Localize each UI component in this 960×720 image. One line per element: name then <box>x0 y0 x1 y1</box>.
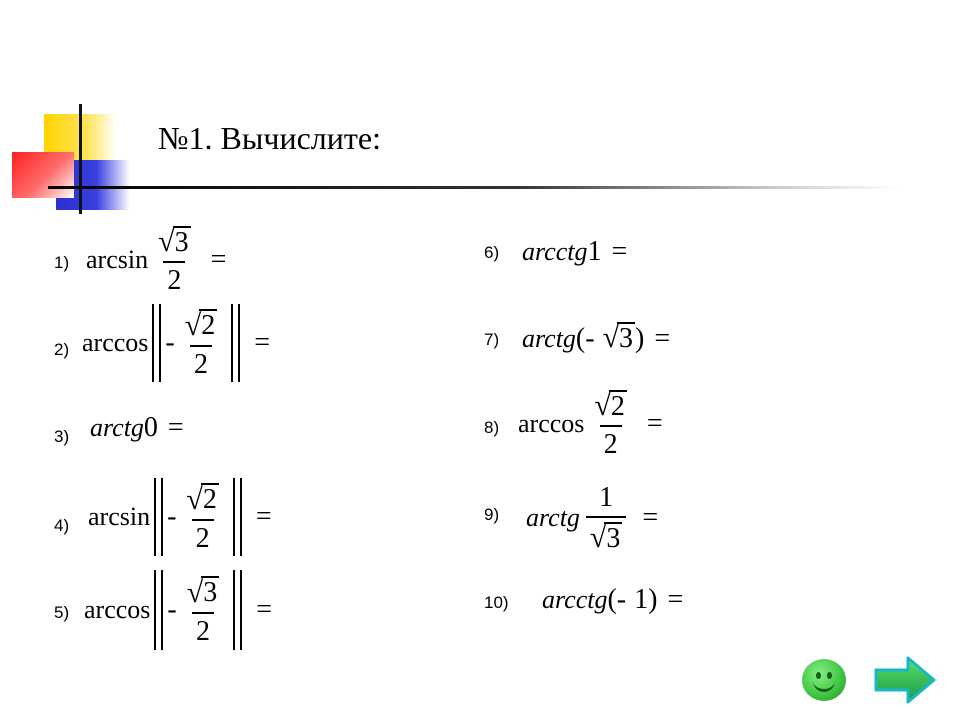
arrow-right-icon[interactable] <box>874 656 936 704</box>
item-number-2: 2) <box>54 340 70 359</box>
equals-sign: = <box>254 327 270 358</box>
function-name: arcsin <box>86 244 149 274</box>
equals-sign: = <box>667 584 684 615</box>
fraction <box>181 307 221 378</box>
exercise-7 <box>522 322 670 355</box>
exercise-6 <box>522 236 627 268</box>
paren-close: ) <box>635 322 645 354</box>
item-number-8: 8) <box>484 418 500 437</box>
smiley-face-icon[interactable] <box>802 659 846 701</box>
function-name: arctg <box>526 502 580 532</box>
item-number-1: 1) <box>54 253 70 272</box>
title-underline <box>48 186 898 189</box>
paren-open <box>154 478 163 556</box>
item-number-4: 4) <box>54 516 70 535</box>
numerator: √ 3 <box>186 575 218 609</box>
decor-vertical-line <box>79 104 82 214</box>
argument: √ 3 <box>602 321 634 355</box>
fraction <box>154 224 194 295</box>
numerator: √ 3 <box>158 225 189 259</box>
argument: 1 <box>587 236 602 267</box>
slide-title: №1. Вычислите: <box>158 120 381 156</box>
exercise-4 <box>88 478 272 556</box>
equals-sign: = <box>642 501 659 533</box>
item-number-6: 6) <box>484 243 500 262</box>
function-name: arccos <box>518 408 585 438</box>
item-number-5: 5) <box>54 603 70 622</box>
fraction <box>183 574 223 645</box>
denominator: 2 <box>190 345 212 379</box>
equals-sign: = <box>646 407 663 439</box>
item-number-9: 9) <box>484 505 500 524</box>
denominator: 2 <box>192 519 214 553</box>
minus-sign: - <box>165 327 175 358</box>
item-number-7: 7) <box>484 330 500 349</box>
exercise-9 <box>526 482 658 553</box>
denominator: √ 3 <box>586 516 626 553</box>
minus-sign: - <box>167 594 177 625</box>
equals-sign: = <box>255 501 272 532</box>
fraction <box>586 482 626 553</box>
exercise-8 <box>518 388 663 459</box>
paren-open: ( <box>607 584 617 615</box>
denominator: 2 <box>163 261 185 295</box>
denominator: 2 <box>192 612 214 646</box>
equals-sign: = <box>210 243 227 275</box>
exercise-2 <box>82 304 270 382</box>
fraction <box>182 481 222 552</box>
equals-sign: = <box>256 594 272 625</box>
function-name: arcctg <box>542 585 608 614</box>
paren-close <box>233 570 242 650</box>
paren-open <box>154 570 163 650</box>
function-name: arccos <box>82 328 149 357</box>
numerator: √ 2 <box>184 308 216 342</box>
equals-sign: = <box>654 322 671 354</box>
minus-sign: - <box>616 584 627 615</box>
decor-red-square <box>12 152 74 198</box>
paren-close: ) <box>648 584 658 615</box>
function-name: arccos <box>84 595 151 624</box>
equals-sign: = <box>167 412 184 443</box>
fraction <box>590 388 630 459</box>
paren-close <box>231 304 240 382</box>
paren-open: ( <box>575 322 586 354</box>
equals-sign: = <box>611 236 628 267</box>
argument: 0 <box>143 412 158 443</box>
function-name: arcctg <box>522 237 588 266</box>
denominator: 2 <box>600 425 622 459</box>
exercise-5 <box>84 570 272 650</box>
minus-sign: - <box>167 501 177 532</box>
exercise-3 <box>90 412 184 444</box>
function-name: arctg <box>90 413 144 442</box>
numerator: 1 <box>599 482 614 513</box>
exercise-10 <box>542 584 683 616</box>
numerator: √ 2 <box>594 389 625 423</box>
item-number-10: 10) <box>484 593 509 612</box>
exercise-1 <box>86 224 226 295</box>
item-number-3: 3) <box>54 427 70 446</box>
paren-close <box>233 478 242 556</box>
numerator: √ 2 <box>186 482 217 516</box>
argument: 1 <box>634 584 649 615</box>
function-name: arctg <box>522 323 576 353</box>
paren-open <box>152 304 161 382</box>
function-name: arcsin <box>88 502 151 531</box>
minus-sign: - <box>585 322 595 354</box>
